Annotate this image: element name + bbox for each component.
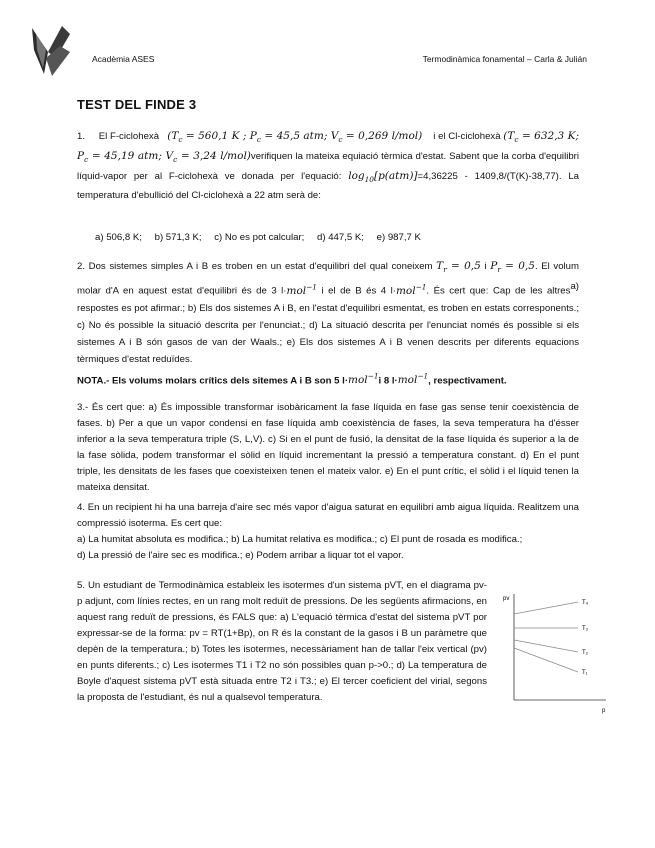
q2-nota-unit-a: mol$^{-1}$ xyxy=(348,371,379,387)
isotherm-t1 xyxy=(514,648,578,672)
question-1 xyxy=(77,128,579,204)
q1-text-2: i el Cl-ciclohexà xyxy=(433,131,501,142)
q2-nota-b: i 8 l· xyxy=(378,375,398,387)
q1-text-1: El F-ciclohexà xyxy=(98,131,160,142)
q1-text-4: =4,36225 - 1409,8/(T(K)-38,77). La temperatura d'ebullició del Cl-ciclohexà a 22 atm serà de: xyxy=(77,171,580,202)
q2-unit-b: mol$^{-1}$ xyxy=(395,282,427,297)
q2-nota-a: NOTA.- Els volums molars crítics dels sitemes A i B son 5 l· xyxy=(77,375,349,387)
q2-reduced-p: $P_r = 0,5$ xyxy=(490,260,535,275)
q1-text-3: verifiquen la mateixa equiació tèrmica d'estat. Sabent que la corba d'equilibri líquid-vapor per al F-ciclohexà ve donada per l'equació: xyxy=(77,151,579,183)
isotherm-t4 xyxy=(514,602,578,614)
q1-options xyxy=(95,232,431,243)
q2-nota-unit-b: mol$^{-1}$ xyxy=(397,371,429,387)
label-t4: T₄ xyxy=(582,600,589,606)
q1-number: 1. xyxy=(77,131,86,142)
q1-params-f: ($T_c = 560,1$ K ; $P_c = 45,5$ atm; $V_c = 0,269$ l/mol) xyxy=(167,130,423,145)
q1-option-b[interactable]: b) 571,3 K; xyxy=(154,232,202,243)
label-t2: T₂ xyxy=(582,650,588,656)
isotherm-t2 xyxy=(514,640,578,652)
q1-option-d[interactable]: d) 447,5 K; xyxy=(317,232,364,243)
q1-equation: $\log_{10}[p(atm)]$ xyxy=(348,170,418,185)
y-axis-label: pv xyxy=(503,596,510,602)
academy-logo-icon xyxy=(30,22,74,78)
question-2: 2. Dos sistemes simples A i B es troben en un estat d'equilibri del qual coneixem $T_r = 0,5$ i $P_r = 0,5$. El volum molar d'A en aquest estat d'equilibri és de 3 l·mol$^{-1}$ i el de B és 4 l·mol$^{-1}$. És cert que: a) Cap de les altres respostes es pot afirmar.; b) Els dos sistemes A i B, en l'estat d'equilibri esmentat, es troben en estats corresponents.; c) No és possible la situació descrita per l'enunciat.; d) La situació descrita per l'enunciat només és possible si els sistemes A i B són gasos de van der Waals.; e) Els dos sistemes A i B venen descrits per diferents equacions tèrmiques d'estat reduïdes. NOTA.- Els volums molars crítics dels sitemes A i B son 5 l·mol$^{-1}$i 8 l·mol$^{-1}$, respectivament. xyxy=(77,260,580,387)
q2-text-e: a) xyxy=(570,281,579,293)
q1-option-e[interactable]: e) 987,7 K xyxy=(376,232,421,243)
page-title: TEST DEL FINDE 3 xyxy=(77,97,197,112)
header-left: Acadèmia ASES xyxy=(92,54,155,64)
question-3: 3.- És cert que: a) És impossible transformar isobàricament la fase líquida en fase gas sense tenir coexistència de fases. b) Per a que un vapor condensi en fase líquida amb coexistència de fases, la seva temperatura ha d'ésser inferior a la seva temperatura triple (S, L,V). c) Si en el punt de fusió, la densitat de la fase líquida és superior a la de la fase sòlida, podem transformar el sòlid en líquid incrementant la pressió a temperatura constant. d) En el punt triple, les densitats de les fases que coexisteixen tenen el mateix valor. e) En el punt crític, el sòlid i el líquid tenen la mateixa densitat. xyxy=(77,402,579,493)
q1-option-c[interactable]: c) No es pot calcular; xyxy=(214,232,305,243)
q2-text-d: . És cert que: xyxy=(426,285,489,297)
q2-text-c: i el de B és 4 l· xyxy=(321,285,396,297)
header-right: Termodinàmica fonamental – Carla & Julián xyxy=(422,54,587,64)
q4-text: 4. En un recipient hi ha una barreja d'aire sec més vapor d'aigua saturat en equilibri amb aigua líquida. Realitzem una compressió isoterma. Es cert que: xyxy=(77,502,579,529)
q2-reduced-values: $T_r = 0,5$ xyxy=(436,260,481,275)
question-5: 5. Un estudiant de Termodinàmica estableix les isotermes d'un sistema pVT, en el diagrama pv-p adjunt, com línies rectes, en un rang molt reduït de pressions. De les següents afirmacions, en aquest rang reduït de pressions, és FALS que: a) L'equació tèrmica d'estat del sistema pVT por expressar-se de la forma: pv = RT(1+Bp), on R és la constant de la gasos i B un paràmetre que depèn de la temperatura.; b) Totes les isotermes, necessàriament han de tallar l'eix vertical (pv) en punts diferents.; c) Les isotermes T1 i T2 no són possibles quan p->0.; d) La temperatura de Boyle d'aquest sistema pVT està situada entre T2 i T3.; e) El tercer coeficient del virial, segons la proposta de l'estudiant, és nul a qualsevol temperatura. xyxy=(77,580,487,703)
q1-option-a[interactable]: a) 506,8 K; xyxy=(95,232,142,243)
q4-line-3: d) La pressió de l'aire sec es modifica.; e) Podem arribar a liquar tot el vapor. xyxy=(77,550,404,561)
q2-text-a: 2. Dos sistemes simples A i B es troben en un estat d'equilibri del qual coneixem xyxy=(77,261,433,272)
question-4 xyxy=(77,500,579,564)
q2-unit-a: mol$^{-1}$ xyxy=(286,282,317,297)
q2-text-b: volum molar d'A en aquest estat d'equilibri és de 3 l· xyxy=(77,261,580,297)
q2-body: Cap de les altres respostes es pot afirmar.; b) Els dos sistemes A i B, en l'estat d'equilibri esmentat, es troben en estats corresponents.; c) No és possible la situació descrita per l'enunciat.; d) La situació descrita per l'enunciat només és possible si els sistemes A i B són gasos de van der Waals.; e) Els dos sistemes A i B venen descrits per diferents equacions tèrmiques d'estat reduïdes. xyxy=(77,285,579,365)
label-t3: T₃ xyxy=(582,626,589,632)
x-axis-label: p xyxy=(602,708,606,714)
pv-p-diagram xyxy=(500,588,610,716)
q1-params-cl: ($T_c = 632,3$ K; $P_c = 45,19$ atm; $V_c = 3,24$ l/mol) xyxy=(77,130,580,165)
label-t1: T₁ xyxy=(582,670,588,676)
q4-line-2: a) La humitat absoluta es modifica.; b) La humitat relativa es modifica.; c) El punt de rosada es modifica.; xyxy=(77,534,523,545)
q2-nota-c: , respectivament. xyxy=(428,375,507,387)
